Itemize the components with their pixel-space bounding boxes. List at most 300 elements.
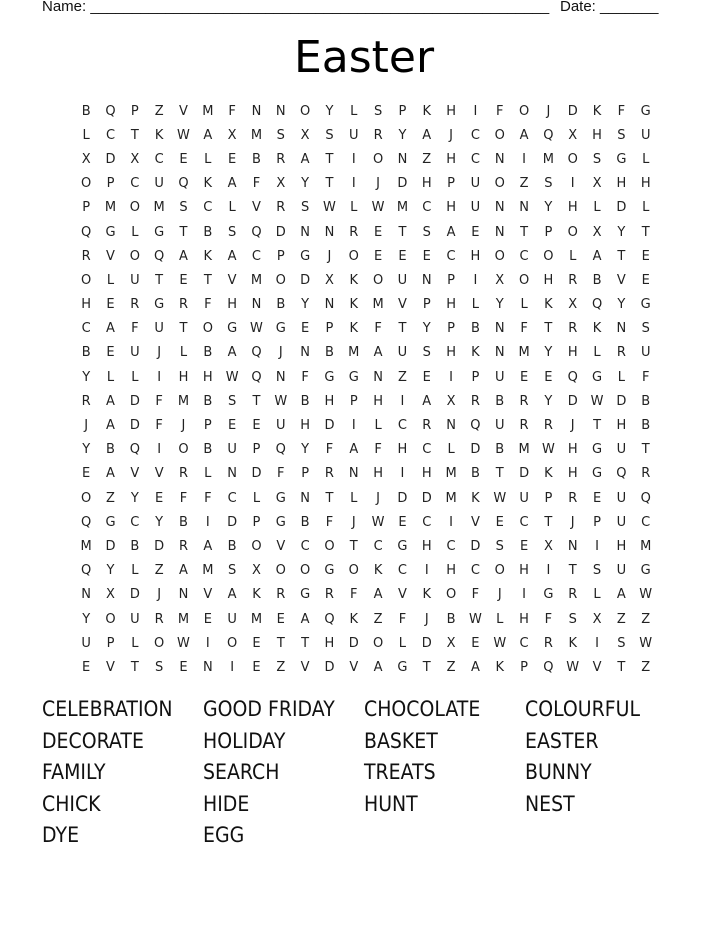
grid-letter: N bbox=[446, 418, 456, 434]
grid-letter: C bbox=[519, 635, 529, 651]
grid-letter: M bbox=[250, 272, 263, 288]
grid-letter: F bbox=[520, 321, 528, 337]
grid-letter: K bbox=[544, 297, 553, 313]
grid-letter: D bbox=[227, 514, 238, 530]
grid-letter: T bbox=[130, 127, 139, 143]
grid-letter: H bbox=[470, 248, 481, 264]
grid-letter: T bbox=[520, 224, 529, 240]
grid-letter: F bbox=[155, 393, 163, 409]
grid-letter: F bbox=[325, 442, 334, 458]
grid-letter: G bbox=[105, 224, 116, 240]
grid-letter: Z bbox=[397, 369, 407, 385]
grid-letter: O bbox=[81, 490, 92, 506]
grid-letter: G bbox=[154, 297, 165, 313]
grid-letter: R bbox=[81, 248, 91, 264]
grid-letter: P bbox=[82, 200, 91, 216]
grid-letter: Y bbox=[301, 442, 310, 458]
grid-letter: E bbox=[471, 635, 480, 651]
word-list-item: COLOURFUL bbox=[525, 697, 641, 721]
grid-letter: N bbox=[202, 659, 213, 675]
grid-letter: E bbox=[252, 635, 261, 651]
grid-letter: Y bbox=[398, 127, 407, 143]
grid-letter: T bbox=[641, 442, 650, 458]
grid-letter: U bbox=[227, 611, 237, 627]
grid-letter: V bbox=[397, 587, 407, 603]
grid-letter: J bbox=[570, 418, 575, 434]
grid-letter: A bbox=[422, 393, 432, 409]
grid-letter: H bbox=[202, 369, 213, 385]
grid-letter: G bbox=[397, 538, 408, 554]
grid-letter: T bbox=[252, 393, 261, 409]
grid-letter: Y bbox=[82, 369, 91, 385]
grid-letter: X bbox=[252, 563, 261, 579]
grid-letter: R bbox=[616, 345, 626, 361]
grid-letter: Q bbox=[616, 466, 627, 482]
grid-letter: E bbox=[252, 659, 261, 675]
grid-letter: B bbox=[81, 345, 91, 361]
grid-letter: R bbox=[470, 393, 480, 409]
grid-letter: C bbox=[251, 248, 261, 264]
grid-letter: H bbox=[567, 200, 578, 216]
grid-letter: Q bbox=[81, 224, 92, 240]
grid-letter: G bbox=[592, 369, 603, 385]
grid-letter: Z bbox=[106, 490, 115, 506]
grid-letter: D bbox=[105, 151, 116, 167]
grid-letter: N bbox=[494, 321, 505, 337]
grid-letter: A bbox=[592, 248, 602, 264]
grid-letter: H bbox=[519, 611, 529, 627]
grid-letter: L bbox=[131, 369, 139, 385]
grid-letter: A bbox=[470, 659, 480, 675]
grid-letter: H bbox=[324, 635, 335, 651]
grid-letter: R bbox=[276, 151, 286, 167]
grid-letter: T bbox=[544, 321, 553, 337]
word-list-item: SEARCH bbox=[203, 760, 280, 785]
grid-letter: H bbox=[421, 176, 432, 192]
grid-letter: F bbox=[252, 176, 261, 192]
grid-letter: X bbox=[495, 272, 505, 288]
grid-letter: A bbox=[106, 321, 115, 337]
grid-letter: E bbox=[398, 248, 407, 264]
grid-letter: F bbox=[617, 103, 626, 119]
grid-letter: T bbox=[641, 224, 650, 240]
grid-letter: Q bbox=[567, 369, 578, 385]
grid-letter: K bbox=[349, 611, 359, 627]
grid-letter: Q bbox=[154, 248, 165, 264]
grid-letter: W bbox=[371, 200, 385, 216]
grid-letter: O bbox=[275, 563, 286, 579]
grid-letter: W bbox=[639, 587, 653, 603]
grid-letter: X bbox=[568, 127, 578, 143]
grid-letter: V bbox=[106, 659, 115, 675]
grid-letter: A bbox=[300, 611, 310, 627]
grid-letter: H bbox=[373, 393, 383, 409]
grid-letter: E bbox=[106, 297, 115, 313]
grid-letter: O bbox=[251, 538, 262, 554]
grid-letter: U bbox=[616, 490, 627, 506]
grid-letter: C bbox=[641, 514, 651, 530]
grid-letter: O bbox=[372, 272, 384, 288]
grid-letter: C bbox=[373, 538, 383, 554]
grid-letter: O bbox=[518, 103, 530, 119]
grid-letter: G bbox=[640, 563, 651, 579]
grid-letter: C bbox=[422, 514, 432, 530]
grid-letter: J bbox=[157, 587, 162, 603]
grid-letter: E bbox=[641, 248, 650, 264]
grid-letter: A bbox=[227, 345, 237, 361]
grid-letter: B bbox=[641, 393, 651, 409]
grid-letter: O bbox=[81, 272, 92, 288]
grid-letter: W bbox=[250, 321, 263, 337]
grid-letter: N bbox=[300, 345, 310, 361]
grid-letter: J bbox=[449, 127, 453, 143]
grid-letter: G bbox=[348, 369, 359, 385]
grid-letter: R bbox=[519, 418, 529, 434]
grid-letter: U bbox=[154, 321, 164, 337]
grid-letter: Z bbox=[154, 563, 164, 579]
grid-letter: F bbox=[471, 587, 480, 603]
grid-letter: M bbox=[396, 200, 409, 216]
grid-letter: H bbox=[227, 297, 238, 313]
grid-letter: B bbox=[470, 466, 480, 482]
grid-letter: J bbox=[327, 248, 332, 264]
grid-letter: B bbox=[300, 514, 310, 530]
grid-letter: H bbox=[421, 538, 432, 554]
grid-letter: E bbox=[495, 514, 504, 530]
grid-letter: R bbox=[349, 224, 359, 240]
grid-letter: G bbox=[154, 224, 165, 240]
grid-letter: R bbox=[422, 418, 432, 434]
grid-letter: N bbox=[300, 224, 310, 240]
grid-letter: D bbox=[275, 224, 286, 240]
grid-letter: I bbox=[400, 466, 405, 482]
grid-letter: S bbox=[300, 200, 310, 216]
grid-letter: P bbox=[544, 490, 553, 506]
grid-letter: L bbox=[593, 587, 601, 603]
grid-letter: M bbox=[177, 611, 190, 627]
grid-letter: R bbox=[178, 297, 188, 313]
grid-letter: C bbox=[397, 563, 407, 579]
grid-letter: T bbox=[325, 176, 334, 192]
grid-letter: I bbox=[473, 272, 478, 288]
grid-letter: E bbox=[422, 369, 431, 385]
grid-letter: F bbox=[496, 103, 504, 119]
grid-letter: U bbox=[81, 635, 91, 651]
grid-letter: V bbox=[616, 272, 626, 288]
grid-letter: S bbox=[228, 563, 237, 579]
grid-letter: U bbox=[494, 369, 505, 385]
grid-letter: F bbox=[641, 369, 650, 385]
grid-letter: C bbox=[203, 200, 213, 216]
grid-letter: T bbox=[301, 635, 310, 651]
grid-letter: I bbox=[205, 514, 210, 530]
grid-letter: K bbox=[592, 321, 602, 337]
grid-letter: S bbox=[325, 127, 334, 143]
grid-letter: T bbox=[568, 563, 577, 579]
grid-letter: J bbox=[351, 514, 356, 530]
grid-letter: U bbox=[349, 127, 359, 143]
grid-letter: H bbox=[567, 345, 578, 361]
grid-letter: L bbox=[228, 200, 236, 216]
grid-letter: P bbox=[447, 321, 455, 337]
grid-letter: R bbox=[276, 587, 286, 603]
grid-letter: L bbox=[496, 611, 504, 627]
grid-letter: V bbox=[276, 538, 286, 554]
grid-letter: R bbox=[568, 587, 578, 603]
grid-letter: B bbox=[592, 272, 602, 288]
grid-letter: F bbox=[544, 611, 553, 627]
grid-letter: O bbox=[567, 151, 578, 167]
grid-letter: C bbox=[470, 127, 480, 143]
grid-letter: P bbox=[252, 442, 261, 458]
grid-letter: E bbox=[592, 490, 602, 506]
grid-letter: A bbox=[106, 393, 115, 409]
grid-letter: Y bbox=[544, 393, 553, 409]
grid-letter: K bbox=[252, 587, 261, 603]
grid-letter: E bbox=[544, 369, 553, 385]
grid-letter: Y bbox=[301, 297, 310, 313]
grid-letter: N bbox=[373, 369, 383, 385]
grid-letter: J bbox=[181, 418, 186, 434]
grid-letter: Q bbox=[470, 418, 481, 434]
grid-letter: V bbox=[349, 659, 359, 675]
grid-letter: R bbox=[568, 272, 578, 288]
grid-letter: L bbox=[131, 635, 139, 651]
grid-letter: N bbox=[494, 151, 505, 167]
date-field: Date: _______ bbox=[560, 0, 659, 15]
grid-letter: M bbox=[445, 490, 457, 506]
grid-letter: O bbox=[275, 272, 286, 288]
grid-letter: T bbox=[179, 224, 188, 240]
grid-letter: U bbox=[640, 127, 651, 143]
grid-letter: Y bbox=[82, 611, 91, 627]
grid-letter: G bbox=[640, 103, 651, 119]
grid-letter: M bbox=[104, 200, 117, 216]
grid-letter: D bbox=[300, 272, 311, 288]
grid-letter: Q bbox=[543, 127, 554, 143]
grid-letter: J bbox=[376, 176, 381, 192]
grid-letter: B bbox=[276, 297, 286, 313]
grid-letter: Y bbox=[301, 176, 310, 192]
grid-letter: B bbox=[203, 442, 213, 458]
grid-letter: L bbox=[447, 442, 455, 458]
grid-letter: A bbox=[300, 151, 310, 167]
word-list-item: CHOCOLATE bbox=[364, 697, 481, 721]
grid-letter: U bbox=[616, 563, 627, 579]
grid-letter: Z bbox=[422, 151, 432, 167]
grid-letter: S bbox=[228, 224, 237, 240]
grid-letter: I bbox=[595, 635, 599, 651]
grid-letter: E bbox=[179, 151, 188, 167]
grid-letter: P bbox=[447, 176, 455, 192]
word-list-item: CHICK bbox=[42, 791, 101, 816]
grid-letter: D bbox=[616, 200, 627, 216]
grid-letter: R bbox=[543, 635, 553, 651]
grid-letter: E bbox=[519, 538, 529, 554]
grid-letter: O bbox=[154, 635, 165, 651]
grid-letter: E bbox=[641, 272, 650, 288]
grid-letter: E bbox=[422, 248, 431, 264]
grid-letter: O bbox=[494, 563, 505, 579]
grid-letter: D bbox=[154, 538, 165, 554]
grid-letter: V bbox=[179, 103, 188, 119]
grid-letter: R bbox=[373, 127, 383, 143]
grid-letter: C bbox=[470, 563, 480, 579]
grid-letter: K bbox=[203, 176, 213, 192]
grid-letter: T bbox=[544, 514, 553, 530]
grid-letter: L bbox=[398, 635, 407, 651]
grid-letter: L bbox=[471, 297, 480, 313]
grid-letter: U bbox=[616, 442, 627, 458]
grid-letter: G bbox=[592, 442, 603, 458]
grid-letter: N bbox=[348, 466, 359, 482]
grid-letter: I bbox=[424, 563, 429, 579]
grid-letter: D bbox=[421, 635, 432, 651]
grid-letter: H bbox=[519, 563, 529, 579]
grid-letter: G bbox=[640, 297, 651, 313]
grid-letter: O bbox=[518, 272, 530, 288]
grid-letter: U bbox=[397, 345, 408, 361]
grid-letter: X bbox=[446, 635, 456, 651]
grid-letter: V bbox=[592, 659, 602, 675]
grid-letter: J bbox=[157, 345, 162, 361]
grid-letter: X bbox=[592, 224, 602, 240]
grid-letter: Z bbox=[276, 659, 286, 675]
grid-letter: C bbox=[446, 538, 456, 554]
grid-letter: G bbox=[300, 587, 311, 603]
grid-letter: J bbox=[84, 418, 89, 434]
grid-letter: T bbox=[130, 659, 139, 675]
grid-letter: X bbox=[324, 272, 334, 288]
grid-letter: F bbox=[204, 297, 212, 313]
grid-letter: Z bbox=[641, 659, 651, 675]
grid-letter: A bbox=[422, 127, 432, 143]
grid-letter: Q bbox=[105, 103, 116, 119]
grid-letter: D bbox=[616, 393, 627, 409]
grid-letter: K bbox=[422, 587, 432, 603]
grid-letter: G bbox=[592, 466, 603, 482]
grid-letter: D bbox=[567, 103, 578, 119]
grid-letter: H bbox=[640, 176, 651, 192]
grid-letter: D bbox=[470, 538, 481, 554]
grid-letter: O bbox=[300, 103, 311, 119]
grid-letter: E bbox=[252, 418, 261, 434]
grid-letter: I bbox=[449, 369, 453, 385]
grid-letter: W bbox=[468, 611, 482, 627]
grid-letter: O bbox=[178, 442, 189, 458]
grid-letter: S bbox=[495, 538, 504, 554]
grid-letter: H bbox=[567, 442, 578, 458]
grid-letter: U bbox=[397, 272, 408, 288]
grid-letter: F bbox=[204, 490, 212, 506]
grid-letter: P bbox=[593, 514, 601, 530]
grid-letter: G bbox=[543, 587, 554, 603]
grid-letter: W bbox=[274, 393, 288, 409]
header bbox=[0, 0, 728, 20]
grid-letter: A bbox=[203, 538, 213, 554]
grid-letter: O bbox=[81, 176, 92, 192]
grid-letter: S bbox=[422, 345, 431, 361]
grid-letter: K bbox=[349, 297, 359, 313]
grid-letter: H bbox=[373, 466, 383, 482]
grid-letter: R bbox=[568, 490, 578, 506]
grid-letter: I bbox=[351, 176, 356, 192]
grid-letter: K bbox=[471, 345, 480, 361]
grid-letter: G bbox=[397, 659, 408, 675]
grid-letter: H bbox=[397, 442, 408, 458]
grid-letter: F bbox=[131, 321, 139, 337]
grid-letter: W bbox=[590, 393, 604, 409]
grid-letter: C bbox=[154, 151, 164, 167]
grid-letter: V bbox=[252, 200, 261, 216]
grid-letter: T bbox=[398, 321, 407, 337]
grid-letter: G bbox=[275, 490, 286, 506]
grid-letter: E bbox=[276, 611, 285, 627]
grid-letter: U bbox=[640, 345, 651, 361]
grid-letter: B bbox=[81, 103, 91, 119]
grid-letter: C bbox=[105, 127, 116, 143]
grid-letter: U bbox=[519, 490, 529, 506]
grid-letter: R bbox=[130, 297, 140, 313]
grid-letter: L bbox=[204, 151, 212, 167]
grid-letter: N bbox=[324, 297, 335, 313]
grid-letter: E bbox=[373, 248, 383, 264]
grid-letter: E bbox=[106, 345, 115, 361]
grid-letter: Y bbox=[544, 200, 553, 216]
grid-letter: L bbox=[204, 466, 212, 482]
grid-letter: C bbox=[227, 490, 237, 506]
grid-letter: L bbox=[350, 200, 358, 216]
grid-letter: B bbox=[179, 514, 188, 530]
grid-letter: H bbox=[178, 369, 189, 385]
grid-letter: B bbox=[641, 418, 651, 434]
grid-letter: I bbox=[205, 635, 210, 651]
grid-letter: D bbox=[324, 659, 335, 675]
grid-letter: O bbox=[445, 587, 457, 603]
grid-letter: W bbox=[177, 127, 190, 143]
word-list-item: DECORATE bbox=[42, 728, 144, 753]
grid-letter: W bbox=[323, 200, 336, 216]
grid-letter: A bbox=[446, 224, 456, 240]
grid-letter: N bbox=[324, 224, 335, 240]
grid-letter: G bbox=[227, 321, 238, 337]
grid-letter: I bbox=[157, 442, 162, 458]
grid-letter: L bbox=[593, 345, 601, 361]
grid-letter: Y bbox=[130, 490, 139, 506]
grid-letter: X bbox=[568, 297, 578, 313]
grid-letter: V bbox=[154, 466, 164, 482]
grid-letter: H bbox=[446, 103, 456, 119]
grid-letter: T bbox=[276, 635, 285, 651]
grid-letter: M bbox=[80, 538, 92, 554]
grid-letter: C bbox=[130, 514, 140, 530]
grid-letter: N bbox=[251, 297, 262, 313]
grid-letter: O bbox=[494, 248, 505, 264]
grid-letter: N bbox=[567, 538, 578, 554]
word-list-item: FAMILY bbox=[42, 760, 106, 785]
grid-letter: Z bbox=[641, 611, 651, 627]
grid-letter: F bbox=[277, 466, 285, 482]
grid-letter: N bbox=[178, 587, 189, 603]
grid-letter: F bbox=[325, 514, 334, 530]
grid-letter: K bbox=[373, 563, 383, 579]
grid-letter: E bbox=[373, 224, 383, 240]
grid-letter: J bbox=[424, 611, 429, 627]
word-list-item: TREATS bbox=[364, 760, 436, 785]
grid-letter: N bbox=[494, 200, 505, 216]
grid-letter: P bbox=[301, 466, 310, 482]
word-list-item: EGG bbox=[203, 823, 245, 848]
